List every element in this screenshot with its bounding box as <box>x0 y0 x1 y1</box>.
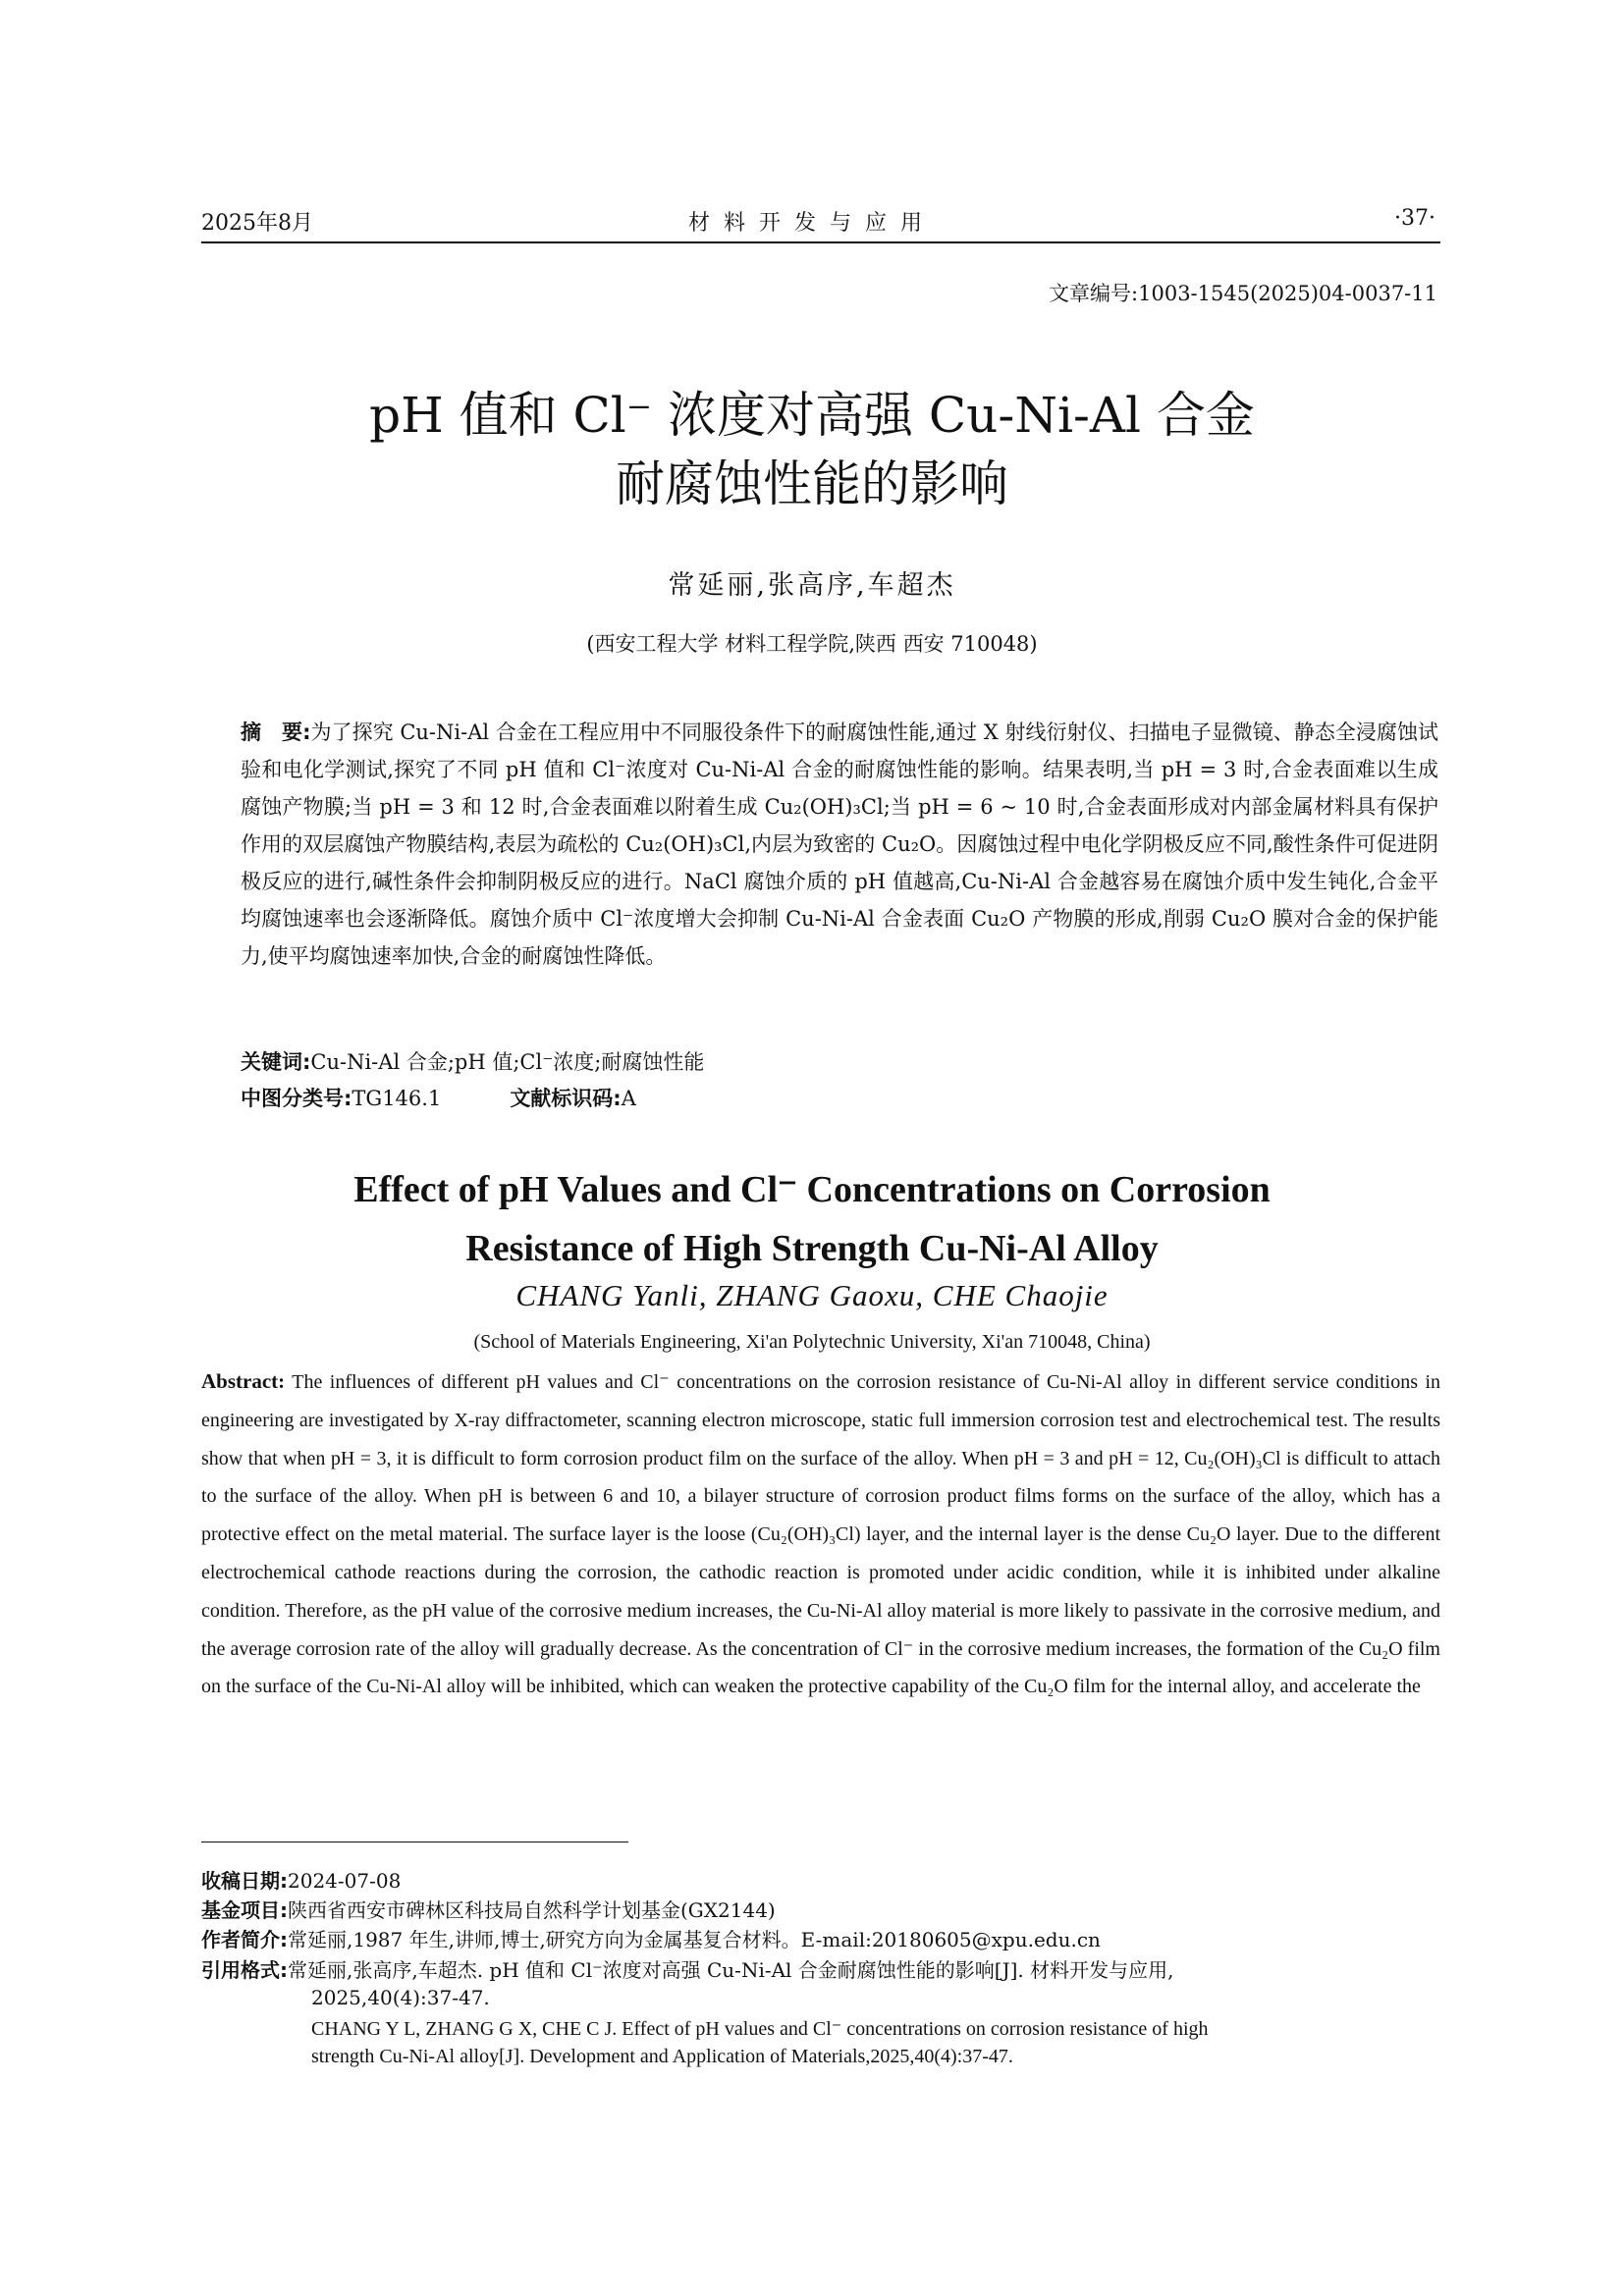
abstract-en <box>201 1362 1440 1706</box>
affiliation-en: (School of Materials Engineering, Xi'an Polytechnic University, Xi'an 710048, China) <box>473 1331 1151 1353</box>
abstract-en-label: Abstract: <box>201 1369 286 1393</box>
affiliation-cn: (西安工程大学 材料工程学院,陕西 西安 710048) <box>586 632 1038 656</box>
abstract-en-text: The influences of different pH values and Cl⁻ concentrations on the corrosion resistance of Cu-Ni-Al alloy in different service conditions in engineering are investigated by X-ray diffractometer, scanning electron microscope, static full immersion corrosion test and electrochemical test. The results show that when pH = 3, it is difficult to form corrosion product film on the surface of the alloy. When pH = 3 and pH = 12, Cu₂(OH)₃Cl is difficult to attach to the surface of the alloy. When pH is between 6 and 10, a bilayer structure of corrosion product films forms on the surface of the alloy, which has a protective effect on the metal material. The surface layer is the loose (Cu₂(OH)₃Cl) layer, and the internal layer is the dense Cu₂O layer. Due to the different electrochemical cathode reactions during the corrosion, the cathodic reaction is promoted under acidic condition, while it is inhibited under alkaline condition. Therefore, as the pH value of the corrosive medium increases, the Cu-Ni-Al alloy material is more likely to passivate in the corrosive medium, and the average corrosion rate of the alloy will gradually decrease. As the concentration of Cl⁻ in the corrosive medium increases, the formation of the Cu₂O film on the surface of the Cu-Ni-Al alloy will be inhibited, which can weaken the protective capability of the Cu₂O film for the internal alloy, and accelerate the <box>201 1371 1440 1698</box>
doc-code-label: 文献标识码: <box>510 1087 622 1110</box>
footnote-author <box>201 1926 1440 1953</box>
article-number: 文章编号:1003-1545(2025)04-0037-11 <box>1049 282 1437 305</box>
header-date: 2025年8月 <box>201 211 313 236</box>
received-value: 2024-07-08 <box>288 1869 402 1893</box>
citation-en-line1: CHANG Y L, ZHANG G X, CHE C J. Effect of pH values and Cl⁻ concentrations on corrosion resistance of high <box>311 2018 1209 2040</box>
footnote-fund <box>201 1896 1440 1924</box>
keywords-cn-text: Cu-Ni-Al 合金;pH 值;Cl⁻浓度;耐腐蚀性能 <box>310 1050 705 1074</box>
author-bio-label: 作者简介: <box>201 1928 288 1951</box>
footnote-received <box>201 1867 1440 1895</box>
title-en-line2: Resistance of High Strength Cu-Ni-Al Alloy <box>465 1228 1159 1269</box>
footnote-citation <box>201 1956 1440 1984</box>
keywords-cn <box>241 1043 1438 1081</box>
clc-value: TG146.1 <box>352 1087 442 1110</box>
authors-en: CHANG Yanli, ZHANG Gaoxu, CHE Chaojie <box>515 1278 1109 1312</box>
header-journal-name: 材料开发与应用 <box>687 211 936 236</box>
header-page-number: ·37· <box>1394 206 1435 231</box>
title-en-line1: Effect of pH Values and Cl⁻ Concentrations on Corrosion <box>353 1169 1271 1210</box>
author-bio-value: 常延丽,1987 年生,讲师,博士,研究方向为金属基复合材料。E-mail:20180605@xpu.edu.cn <box>288 1928 1101 1951</box>
abstract-cn-label: 摘 要: <box>241 721 311 744</box>
authors-cn: 常延丽,张高序,车超杰 <box>668 570 956 601</box>
fund-label: 基金项目: <box>201 1898 288 1922</box>
citation-en-line2: strength Cu-Ni-Al alloy[J]. Development and Application of Materials,2025,40(4):37-47. <box>311 2046 1013 2067</box>
classification-cn <box>241 1080 1438 1117</box>
clc-label: 中图分类号: <box>241 1087 352 1110</box>
abstract-cn <box>241 714 1438 975</box>
citation-label: 引用格式: <box>201 1958 288 1982</box>
citation-cn-line2: 2025,40(4):37-47. <box>311 1986 490 2009</box>
keywords-cn-label: 关键词: <box>241 1050 311 1074</box>
header-rule <box>201 241 1440 243</box>
fund-value: 陕西省西安市碑林区科技局自然科学计划基金(GX2144) <box>288 1898 776 1922</box>
abstract-cn-text: 为了探究 Cu-Ni-Al 合金在工程应用中不同服役条件下的耐腐蚀性能,通过 X 射线衍射仪、扫描电子显微镜、静态全浸腐蚀试验和电化学测试,探究了不同 pH 值和 Cl⁻浓度对 Cu-Ni-Al 合金的耐腐蚀性能的影响。结果表明,当 pH = 3 时,合金表面难以生成腐蚀产物膜;当 pH = 3 和 12 时,合金表面难以附着生成 Cu₂(OH)₃Cl;当 pH = 6 ~ 10 时,合金表面形成对内部金属材料具有保护作用的双层腐蚀产物膜结构,表层为疏松的 Cu₂(OH)₃Cl,内层为致密的 Cu₂O。因腐蚀过程中电化学阴极反应不同,酸性条件可促进阴极反应的进行,碱性条件会抑制阴极反应的进行。NaCl 腐蚀介质的 pH 值越高,Cu-Ni-Al 合金越容易在腐蚀介质中发生钝化,合金平均腐蚀速率也会逐渐降低。腐蚀介质中 Cl⁻浓度增大会抑制 Cu-Ni-Al 合金表面 Cu₂O 产物膜的形成,削弱 Cu₂O 膜对合金的保护能力,使平均腐蚀速率加快,合金的耐腐蚀性降低。 <box>241 721 1438 968</box>
title-cn-line2: 耐腐蚀性能的影响 <box>616 455 1008 512</box>
title-cn-line1: pH 值和 Cl⁻ 浓度对高强 Cu-Ni-Al 合金 <box>369 387 1255 444</box>
citation-cn-line1: 常延丽,张高序,车超杰. pH 值和 Cl⁻浓度对高强 Cu-Ni-Al 合金耐腐蚀性能的影响[J]. 材料开发与应用, <box>288 1958 1174 1982</box>
received-label: 收稿日期: <box>201 1869 288 1893</box>
doc-code-value: A <box>621 1087 636 1110</box>
